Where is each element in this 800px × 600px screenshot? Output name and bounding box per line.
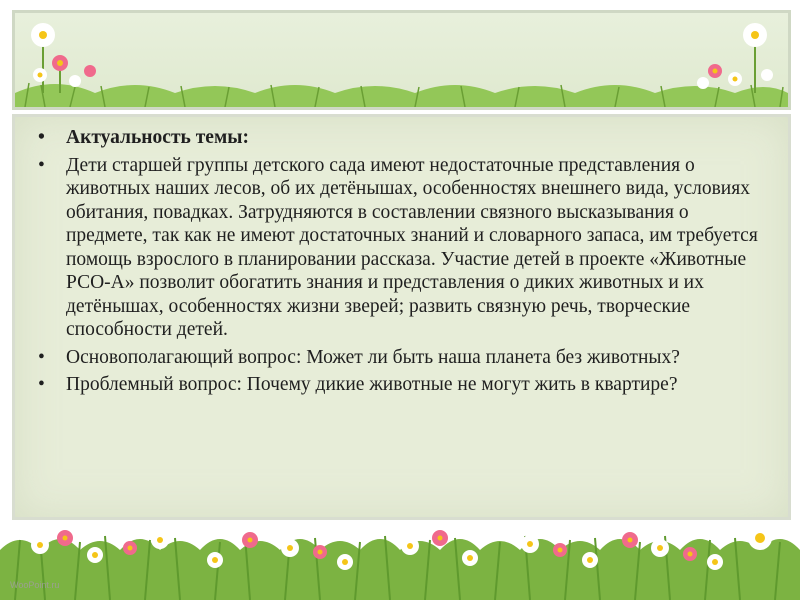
meadow-illustration [0,510,800,600]
bullet-relevance-text: • Дети старшей группы детского сада имеют недостаточные представления о животных наших лесов, об их детёнышах, особенностях внешнего вида, условиях обитания, повадках. Затрудняются в составлении связного высказывания о предмете, так как не имеют достаточных знаний и словарного запаса, им требуется помощь взрослого в планировании рассказа. Участие детей в проекте «Животные РСО-А» позволит обогатить знания и представления о диких животных и их детёнышах, особенностях жизни зверей; развить связную речь, творческие способности детей. [30,154,770,342]
bullet-list [30,126,770,401]
top-banner [12,10,791,110]
bullet-fundamental-question: • Основополагающий вопрос: Может ли быть наша планета без животных? [30,346,770,370]
right-flowers [697,23,773,93]
bullet-heading: • Актуальность темы: [30,126,770,150]
left-flowers [31,23,96,93]
top-grass-illustration [15,13,788,107]
bottom-meadow [0,510,800,600]
bullet-problem-question: • Проблемный вопрос: Почему дикие животные не могут жить в квартире? [30,373,770,397]
watermark: WooPoint.ru [10,580,60,590]
